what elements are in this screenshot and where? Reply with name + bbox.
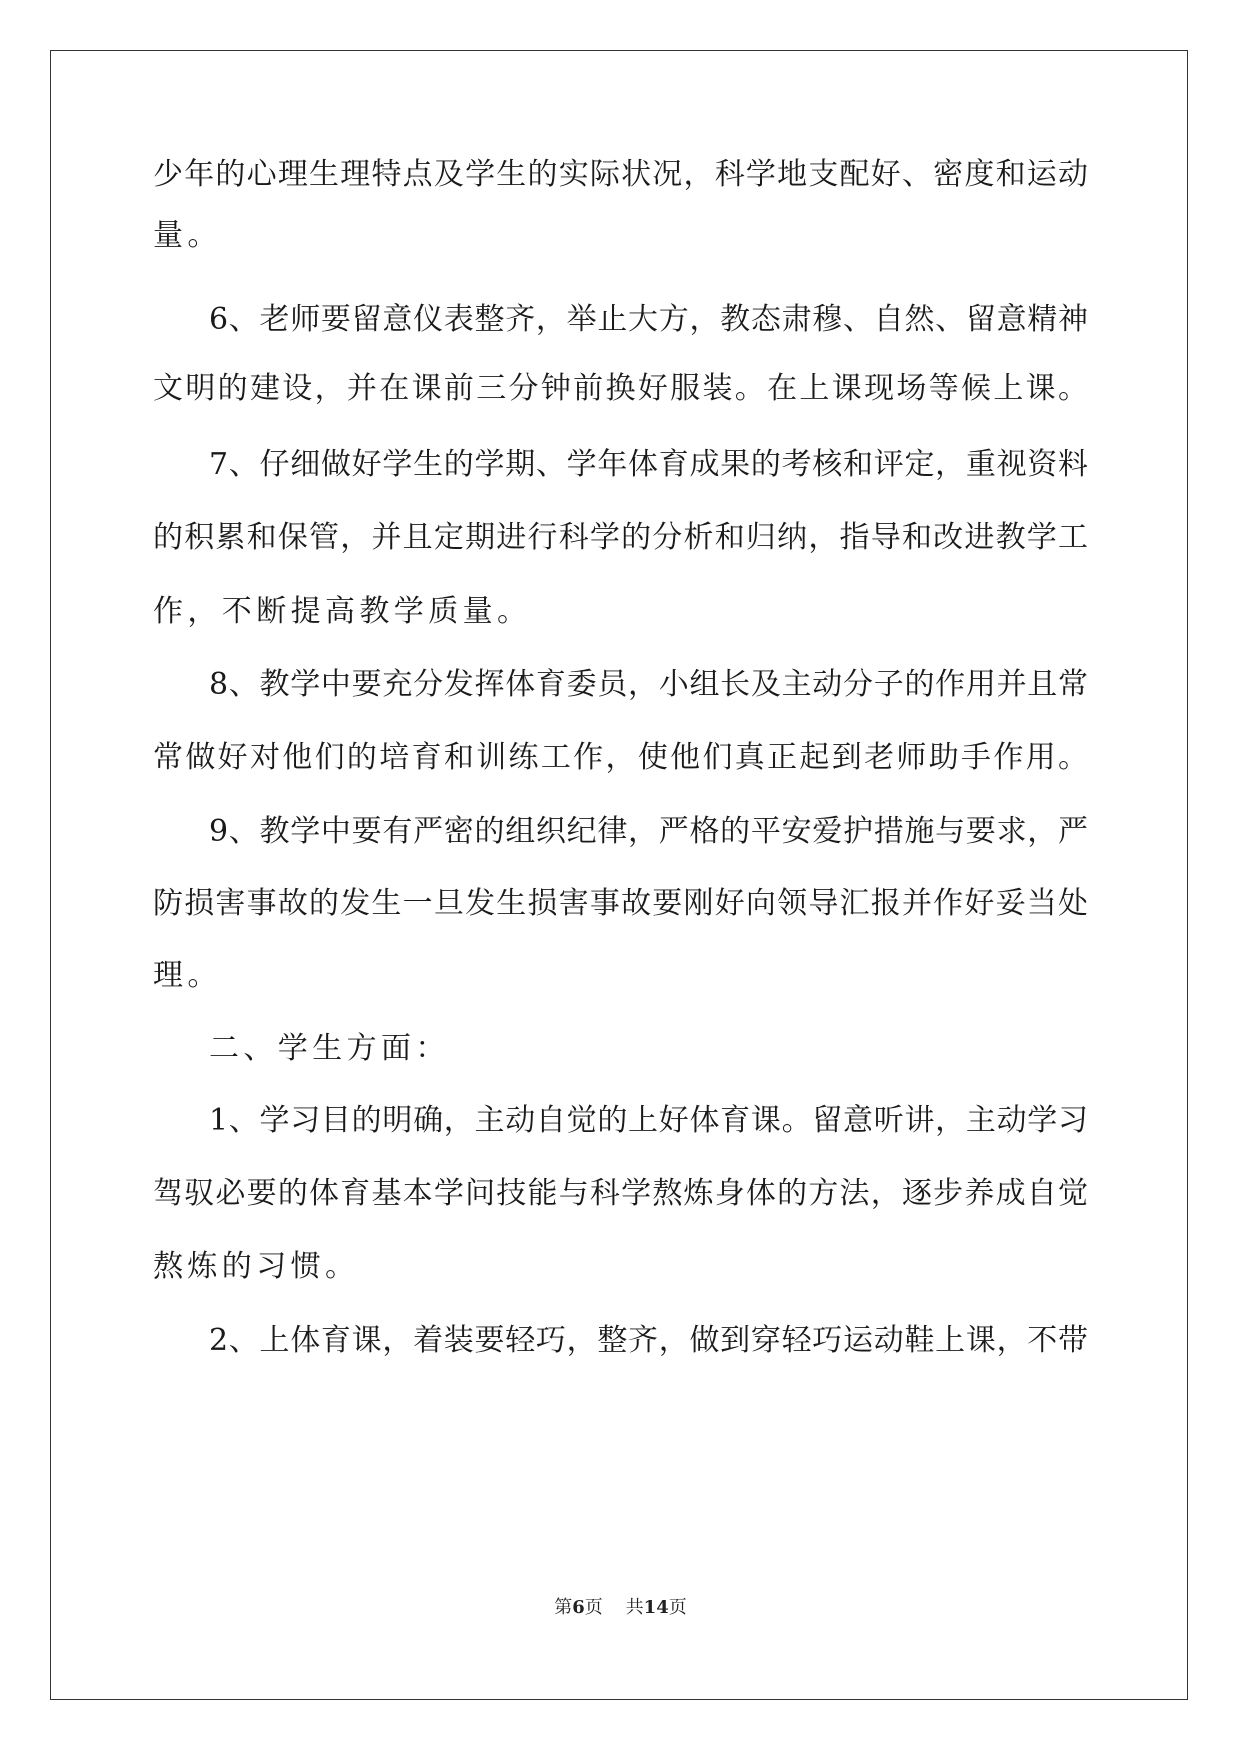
text-line: 7、仔细做好学生的学期、学年体育成果的考核和评定，重视资料 (209, 447, 1088, 482)
text-line: 熬炼的习惯。 (153, 1249, 360, 1284)
text-line: 文明的建设，并在课前三分钟前换好服装。在上课现场等候上课。 (153, 371, 1088, 406)
text-line: 8、教学中要充分发挥体育委员，小组长及主动分子的作用并且常 (209, 667, 1088, 702)
text-line: 防损害事故的发生一旦发生损害事故要刚好向领导汇报并作好妥当处 (153, 886, 1088, 921)
text-line: 作，不断提高教学质量。 (153, 594, 532, 629)
text-line: 少年的心理生理特点及学生的实际状况，科学地支配好、密度和运动 (153, 157, 1088, 192)
footer-total-prefix: 共 (625, 1597, 644, 1618)
text-line: 6、老师要留意仪表整齐，举止大方，教态肃穆、自然、留意精神 (209, 302, 1088, 337)
text-line: 2、上体育课，着装要轻巧，整齐，做到穿轻巧运动鞋上课，不带 (209, 1323, 1088, 1358)
text-line: 常做好对他们的培育和训练工作，使他们真正起到老师助手作用。 (153, 740, 1088, 775)
page-number: 6 (572, 1597, 585, 1618)
section-heading: 二、学生方面： (209, 1031, 450, 1066)
page-border (50, 50, 1188, 1700)
text-line: 驾驭必要的体育基本学问技能与科学熬炼身体的方法，逐步养成自觉 (153, 1176, 1088, 1211)
total-pages: 14 (643, 1597, 669, 1618)
text-line: 1、学习目的明确，主动自觉的上好体育课。留意听讲，主动学习 (209, 1103, 1088, 1138)
footer-page-suffix: 页 (584, 1597, 603, 1618)
text-line: 量。 (153, 218, 222, 253)
footer-prefix: 第 (554, 1597, 573, 1618)
text-line: 9、教学中要有严密的组织纪律，严格的平安爱护措施与要求，严 (209, 814, 1088, 849)
text-line: 理。 (153, 958, 222, 993)
footer-total-suffix: 页 (668, 1597, 687, 1618)
text-line: 的积累和保管，并且定期进行科学的分析和归纳，指导和改进教学工 (153, 520, 1088, 555)
page-footer (0, 1596, 1241, 1620)
